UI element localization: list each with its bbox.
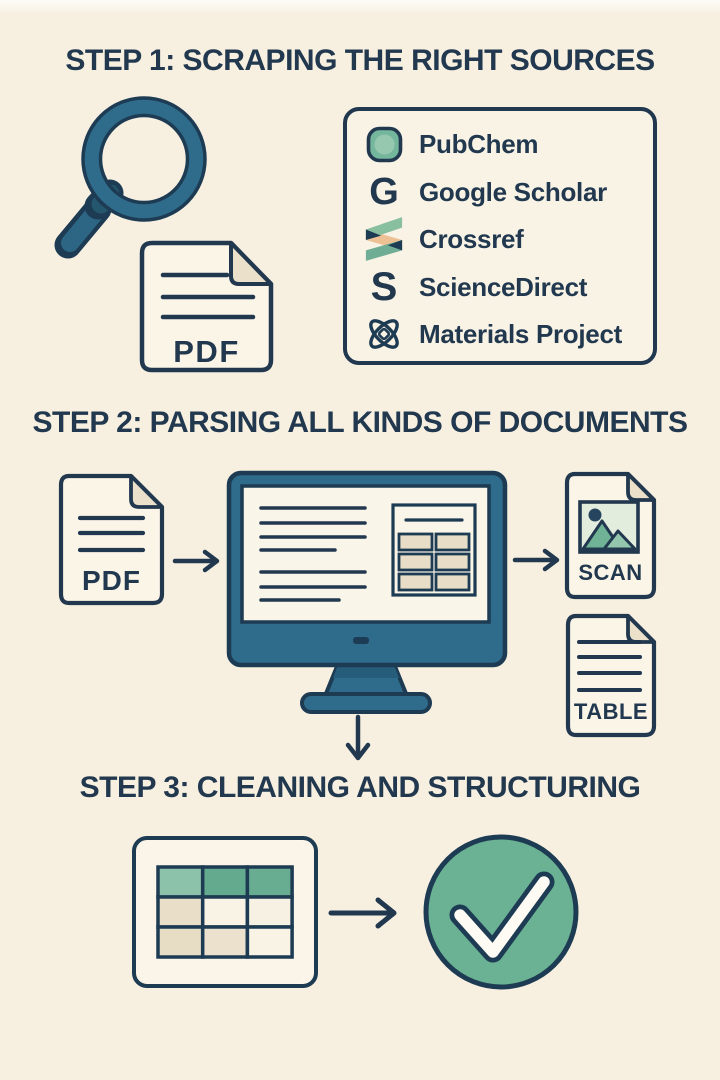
step1-title: STEP 1: SCRAPING THE RIGHT SOURCES <box>65 44 655 77</box>
check-circle <box>426 837 576 987</box>
scan-document-icon <box>564 471 657 600</box>
arrow-right-icon <box>172 547 224 575</box>
source-row-pubchem <box>361 122 538 166</box>
arrow-right-icon <box>512 546 564 574</box>
materials-project-icon <box>363 313 405 355</box>
pdf-document-icon <box>139 240 274 373</box>
magnifier-ring <box>92 107 196 211</box>
source-label: Materials Project <box>419 318 622 349</box>
source-label: Crossref <box>419 223 524 254</box>
sources-list-box <box>343 107 657 365</box>
source-label: PubChem <box>419 128 539 159</box>
image-thumbnail <box>580 502 638 552</box>
pdf-label: PDF <box>173 334 240 369</box>
pubchem-icon <box>366 126 403 163</box>
monitor-bezel-slot <box>353 637 369 644</box>
monitor-stand-base <box>302 694 430 712</box>
step2-title: STEP 2: PARSING ALL KINDS OF DOCUMENTS <box>32 406 688 439</box>
page-fold <box>231 243 271 284</box>
step3-title: STEP 3: CLEANING AND STRUCTURING <box>79 771 641 804</box>
pdf-document-icon <box>58 473 165 606</box>
crossref-icon <box>364 216 404 262</box>
source-row-sciencedirect <box>361 265 587 309</box>
source-row-google-scholar <box>361 170 607 214</box>
google-scholar-icon: G <box>369 171 399 213</box>
monitor-icon <box>226 470 508 718</box>
arrow-right-icon <box>328 896 408 930</box>
arrow-down-icon <box>343 714 373 768</box>
scan-label: SCAN <box>578 560 643 585</box>
table-grid <box>158 867 292 957</box>
page-fold <box>131 476 162 507</box>
sciencedirect-icon: S <box>370 265 398 309</box>
source-row-materials-project <box>361 312 622 356</box>
top-light-band <box>0 0 720 14</box>
source-row-crossref <box>361 217 524 261</box>
pdf-label: PDF <box>82 565 141 596</box>
structured-table-icon <box>131 835 319 989</box>
table-label: TABLE <box>573 699 649 724</box>
screen-table-panel <box>393 505 475 595</box>
page-fold <box>628 616 654 642</box>
source-label: Google Scholar <box>419 176 607 207</box>
check-circle-icon <box>420 831 582 993</box>
page-fold <box>628 474 654 500</box>
table-document-icon <box>565 613 657 738</box>
source-label: ScienceDirect <box>419 271 588 302</box>
